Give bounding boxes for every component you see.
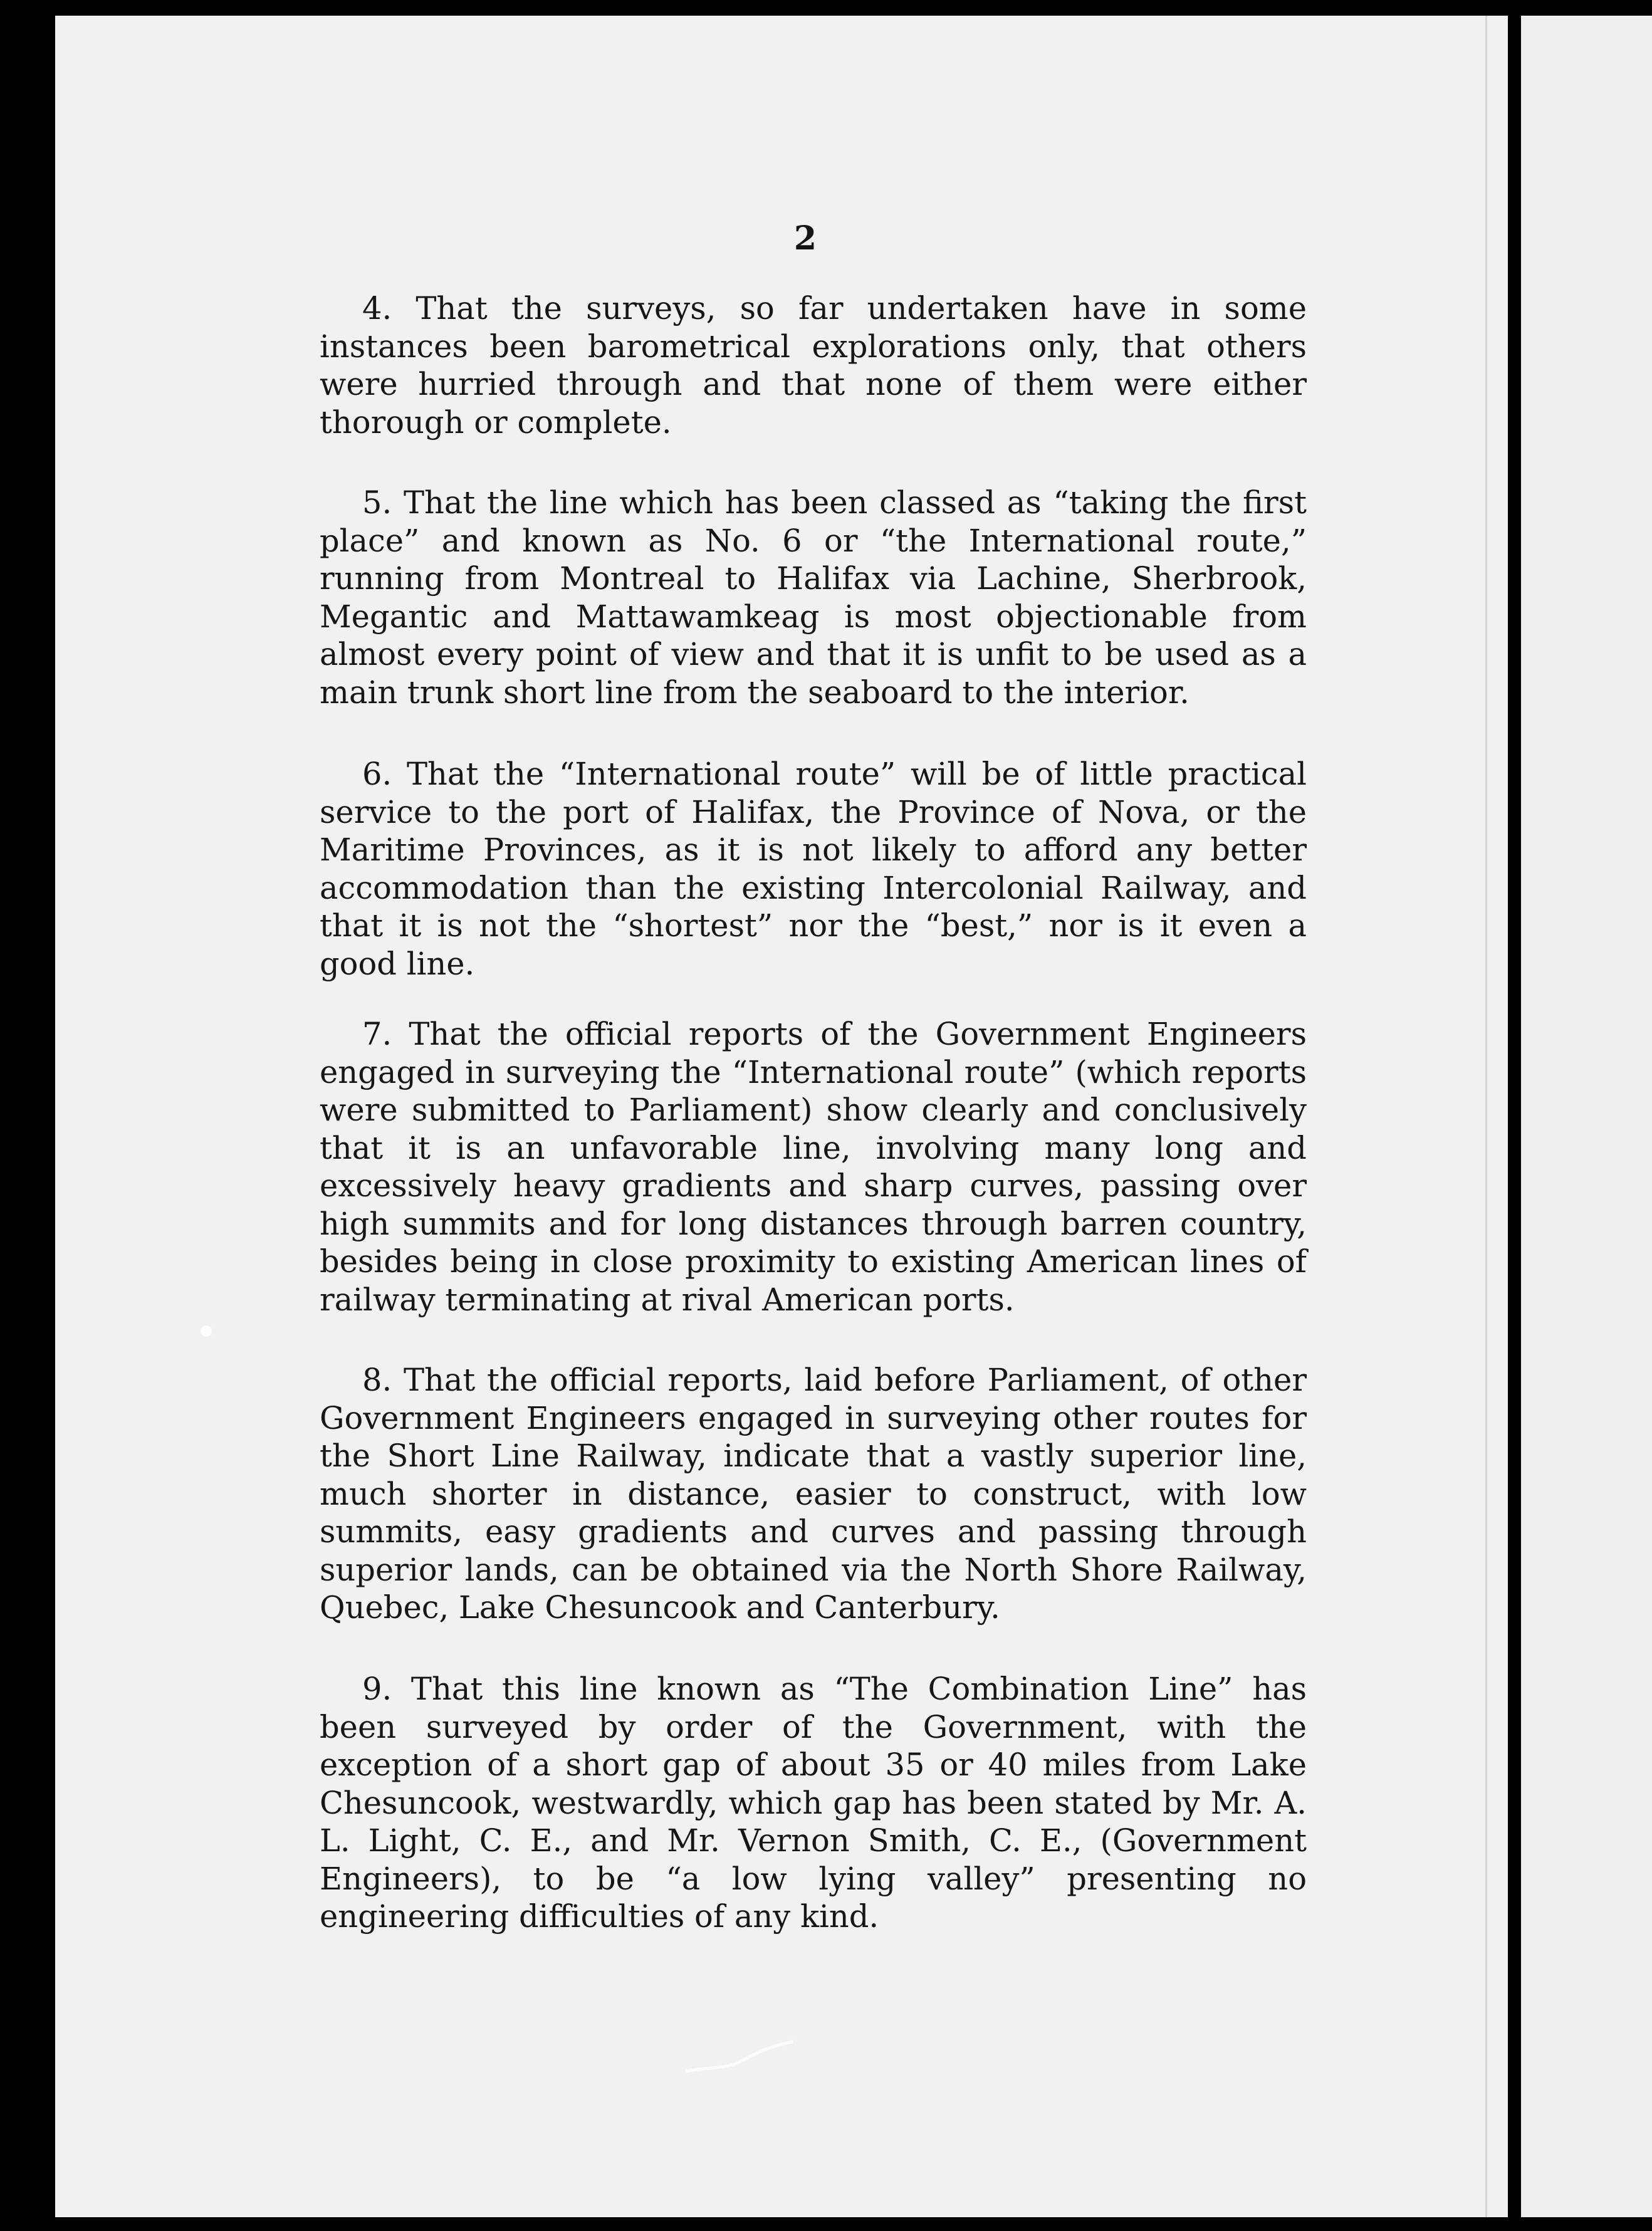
adjacent-page-strip bbox=[1521, 16, 1652, 2217]
paragraph-6: 6. That the “International route” will be of little practical service to the port of Halifax, the Province of Nova, or the Maritime Provinces, as it is not likely to afford any better accommodation than the existing Intercolonial Railway, and that it is not the “shortest” nor the “best,” nor is it even a good line. bbox=[320, 756, 1307, 982]
paragraph-5: 5. That the line which has been classed as “taking the first place” and known as No. 6 or “the International route,” running from Montreal to Halifax via Lachine, Sherbrook, Megantic and Mattawamkeag is most objectionable from almost every point of view and that it is unfit to be used as a main trunk short line from the seaboard to the interior. bbox=[320, 484, 1307, 711]
paragraph-8: 8. That the official reports, laid before Parliament, of other Government Engineers engaged in surveying other routes for the Short Line Railway, indicate that a vastly superior line, much shorter in distance, easier to construct, with low summits, easy gradients and curves and passing through superior lands, can be obtained via the North Shore Railway, Quebec, Lake Chesuncook and Canterbury. bbox=[320, 1362, 1307, 1626]
page-number: 2 bbox=[793, 219, 817, 258]
paper-speck bbox=[201, 1325, 212, 1337]
paragraph-7: 7. That the official reports of the Government Engineers engaged in surveying the “International route” (which reports were submitted to Parliament) show clearly and conclusively that it is an unfavorable line, involving many long and excessively heavy gradients and sharp curves, passing over high summits and for long distances through barren country, besides being in close proximity to existing American lines of railway terminating at rival American ports. bbox=[320, 1016, 1307, 1318]
paragraph-9: 9. That this line known as “The Combination Line” has been surveyed by order of the Government, with the exception of a short gap of about 35 or 40 miles from Lake Chesuncook, westwardly, which gap has been stated by Mr. A. L. Light, C. E., and Mr. Vernon Smith, C. E., (Government Engineers), to be “a low lying valley” presenting no engineering difficulties of any kind. bbox=[320, 1671, 1307, 1935]
page-fold-line bbox=[1485, 16, 1487, 2217]
paragraph-4: 4. That the surveys, so far undertaken have in some instances been barometrical explorations only, that others were hurried through and that none of them were either thorough or complete. bbox=[320, 290, 1307, 441]
stray-pen-mark bbox=[683, 2037, 796, 2081]
